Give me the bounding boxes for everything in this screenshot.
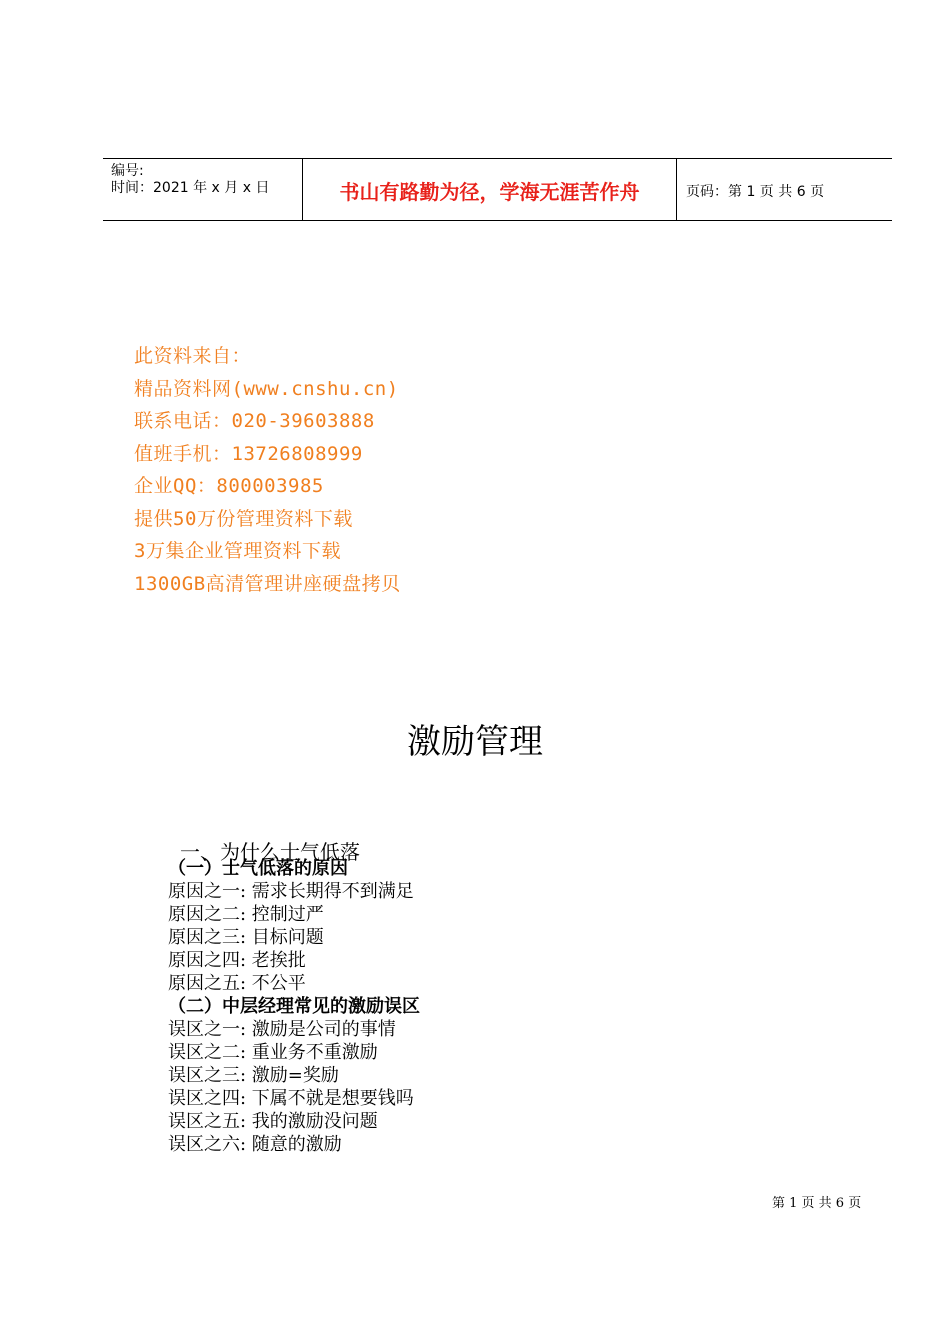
source-line: 精品资料网(www.cnshu.cn) <box>134 377 399 400</box>
subsection-heading: （一）士气低落的原因 <box>168 858 348 879</box>
source-line: 企业QQ：800003985 <box>134 475 324 497</box>
subsection-heading: （二）中层经理常见的激励误区 <box>168 996 420 1017</box>
list-item: 原因之二: 控制过严 <box>168 904 324 925</box>
source-line: 值班手机：13726808999 <box>134 442 363 465</box>
list-item: 误区之五: 我的激励没问题 <box>168 1111 378 1132</box>
source-line: 3万集企业管理资料下载 <box>134 540 341 562</box>
list-item: 原因之四: 老挨批 <box>168 950 306 971</box>
source-line: 联系电话：020-39603888 <box>134 410 375 432</box>
list-item: 误区之二: 重业务不重激励 <box>168 1042 378 1063</box>
header-page-info: 页码：第 1 页 共 6 页 <box>686 183 825 200</box>
number-label: 编号: <box>111 163 144 179</box>
source-info-block <box>134 340 401 600</box>
source-line: 1300GB高清管理讲座硬盘拷贝 <box>134 572 401 595</box>
outline-body <box>168 857 420 1156</box>
list-item: 原因之一: 需求长期得不到满足 <box>168 881 414 902</box>
list-item: 原因之三: 目标问题 <box>168 927 324 948</box>
page-footer: 第 1 页 共 6 页 <box>772 1196 862 1211</box>
list-item: 误区之六: 随意的激励 <box>168 1134 342 1155</box>
list-item: 误区之四: 下属不就是想要钱吗 <box>168 1088 414 1109</box>
list-item: 误区之一: 激励是公司的事情 <box>168 1019 396 1040</box>
document-header <box>103 158 892 221</box>
header-meta <box>103 159 303 220</box>
list-item: 误区之三: 激励=奖励 <box>168 1065 339 1086</box>
time-label: 时间：2021 年 x 月 x 日 <box>111 180 270 196</box>
header-motto: 书山有路勤为径，学海无涯苦作舟 <box>303 159 677 220</box>
source-line: 此资料来自： <box>134 345 252 367</box>
document-title: 激励管理 <box>407 722 543 762</box>
section-heading: 一、为什么士气低落 <box>180 840 360 864</box>
source-line: 提供50万份管理资料下载 <box>134 507 353 530</box>
list-item: 原因之五: 不公平 <box>168 973 306 994</box>
